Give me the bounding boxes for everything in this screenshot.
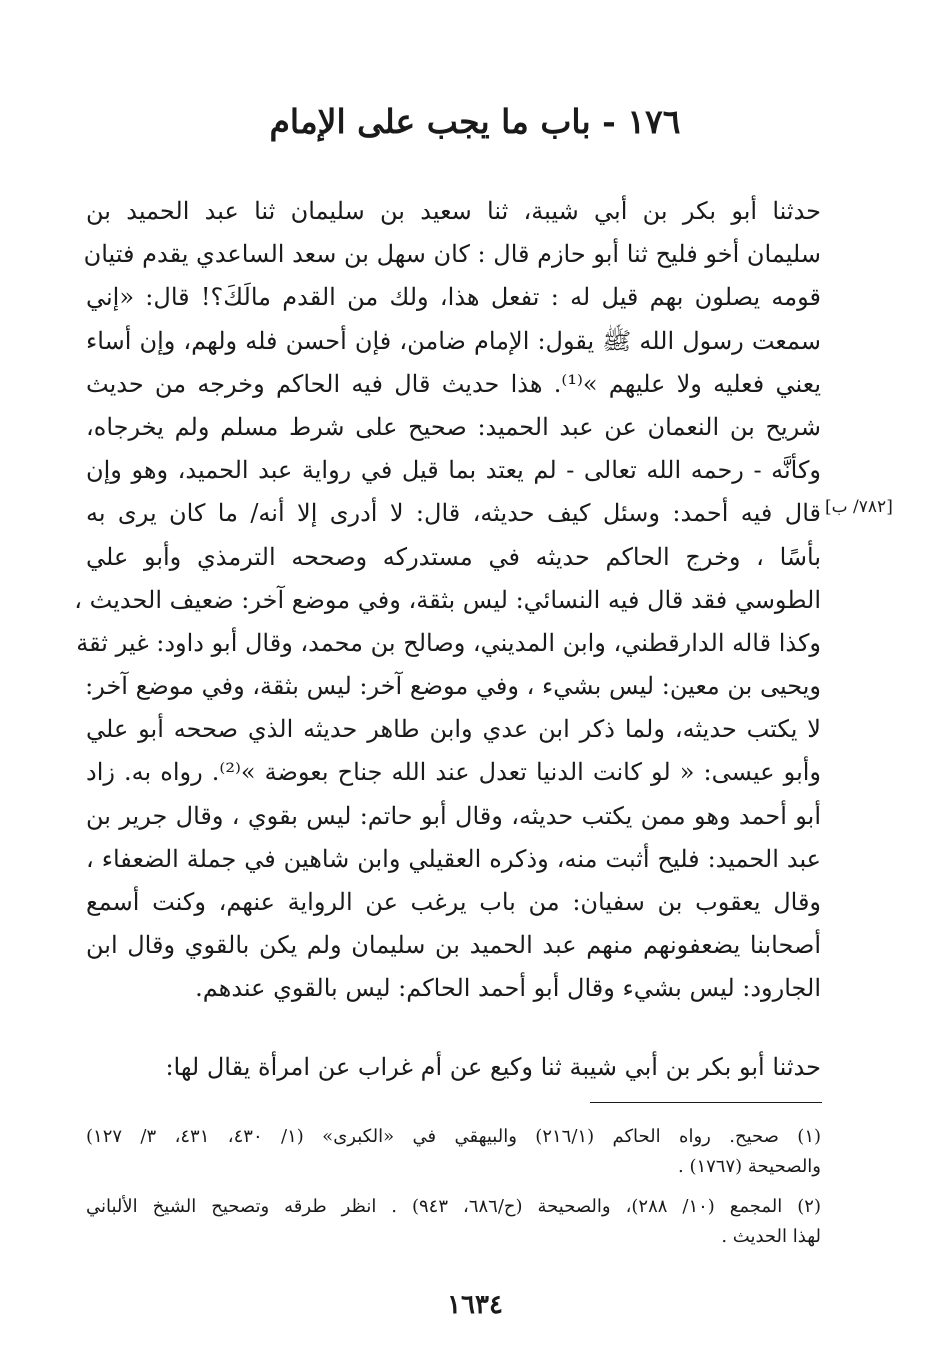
footnote [86,1192,821,1252]
text-line: بأسًا ، وخرج الحاكم حديثه في مستدركه وصححه الترمذي وأبو علي [86,542,821,571]
text-line: لا يكتب حديثه، ولما ذكر ابن عدي وابن طاهر حديثه الذي صححه أبو علي [86,715,821,744]
main-text-body [74,190,822,1011]
text-line: حدثنا أبو بكر بن أبي شيبة، ثنا سعيد بن سليمان ثنا عبد الحميد بن [86,197,821,225]
page-number: ١٦٣٤ [447,1290,503,1320]
text-line: الجارود: ليس بشيء وقال أبو أحمد الحاكم: ليس بالقوي عندهم. [195,974,821,1003]
footnote-line: والصحيحة (١٧٦٧) . [678,1156,821,1177]
text-line: عبد الحميد: فليح أثبت منه، وذكره العقيلي وابن شاهين في جملة الضعفاء ، [86,844,821,873]
text-line: قال فيه أحمد: وسئل كيف حديثه، قال: لا أدرى إلا أنه/ ما كان يرى به [86,499,821,528]
text-line: سليمان أخو فليح ثنا أبو حازم قال : كان سهل بن سعد الساعدي يقدم فتيان [83,240,821,269]
text-line: شريح بن النعمان عن عبد الحميد: صحيح على شرط مسلم ولم يخرجاه، [86,412,822,441]
footnote-line: لهذا الحديث . [721,1226,821,1247]
text-line: يعني فعليه ولا عليهم »⁽¹⁾. هذا حديث قال فيه الحاكم وخرجه من حديث [86,369,821,398]
text-line: سمعت رسول الله ﷺ يقول: الإمام ضامن، فإن أحسن فله ولهم، وإن أساء [86,326,821,355]
manuscript-folio-marker: [٧٨٢/ ب] [825,497,893,517]
text-line: وأبو عيسى: « لو كانت الدنيا تعدل عند الله جناح بعوضة »⁽²⁾. رواه به. زاد [86,758,822,787]
text-line: ويحيى بن معين: ليس بشيء ، وفي موضع آخر: ليس بثقة، وفي موضع آخر: [85,672,821,701]
footnote-line: (١) صحيح. رواه الحاكم (٢١٦/١) والبيهقي في «الكبرى» (١/ ٤٣٠، ٤٣١، ٣/ ١٢٧) [86,1126,822,1147]
text-line: وقال يعقوب بن سفيان: من باب يرغب عن الرواية عنهم، وكنت أسمع [86,888,822,916]
text-line: أصحابنا يضعفونهم منهم عبد الحميد بن سليمان ولم يكن بالقوي وقال ابن [86,931,821,960]
footnote-line: (٢) المجمع (١٠/ ٢٨٨)، والصحيحة (ح/٦٨٦، ٩٤٣) . انظر طرقه وتصحيح الشيخ الألباني [86,1196,821,1217]
footnote-separator [590,1102,822,1103]
text-line: وكذا قاله الدارقطني، وابن المديني، وصالح بن محمد، وقال أبو داود: غير ثقة [76,628,821,657]
second-hadith-line: حدثنا أبو بكر بن أبي شيبة ثنا وكيع عن أم غراب عن امرأة يقال لها: [165,1053,821,1081]
text-line: أبو أحمد وهو ممن يكتب حديثه، وقال أبو حاتم: ليس بقوي ، وقال جرير بن [86,801,821,830]
footnote [86,1122,821,1182]
footnotes [86,1122,821,1262]
text-line: قومه يصلون بهم قيل له : تفعل هذا، ولك من القدم مالَكَ؟! قال: «إني [86,283,822,312]
chapter-title: ١٧٦ - باب ما يجب على الإمام [269,102,681,141]
text-line: الطوسي فقد قال فيه النسائي: ليس بثقة، وفي موضع آخر: ضعيف الحديث ، [74,585,821,614]
text-line: وكأنَّه - رحمه الله تعالى - لم يعتد بما قيل في رواية عبد الحميد، وهو وإن [86,456,821,485]
